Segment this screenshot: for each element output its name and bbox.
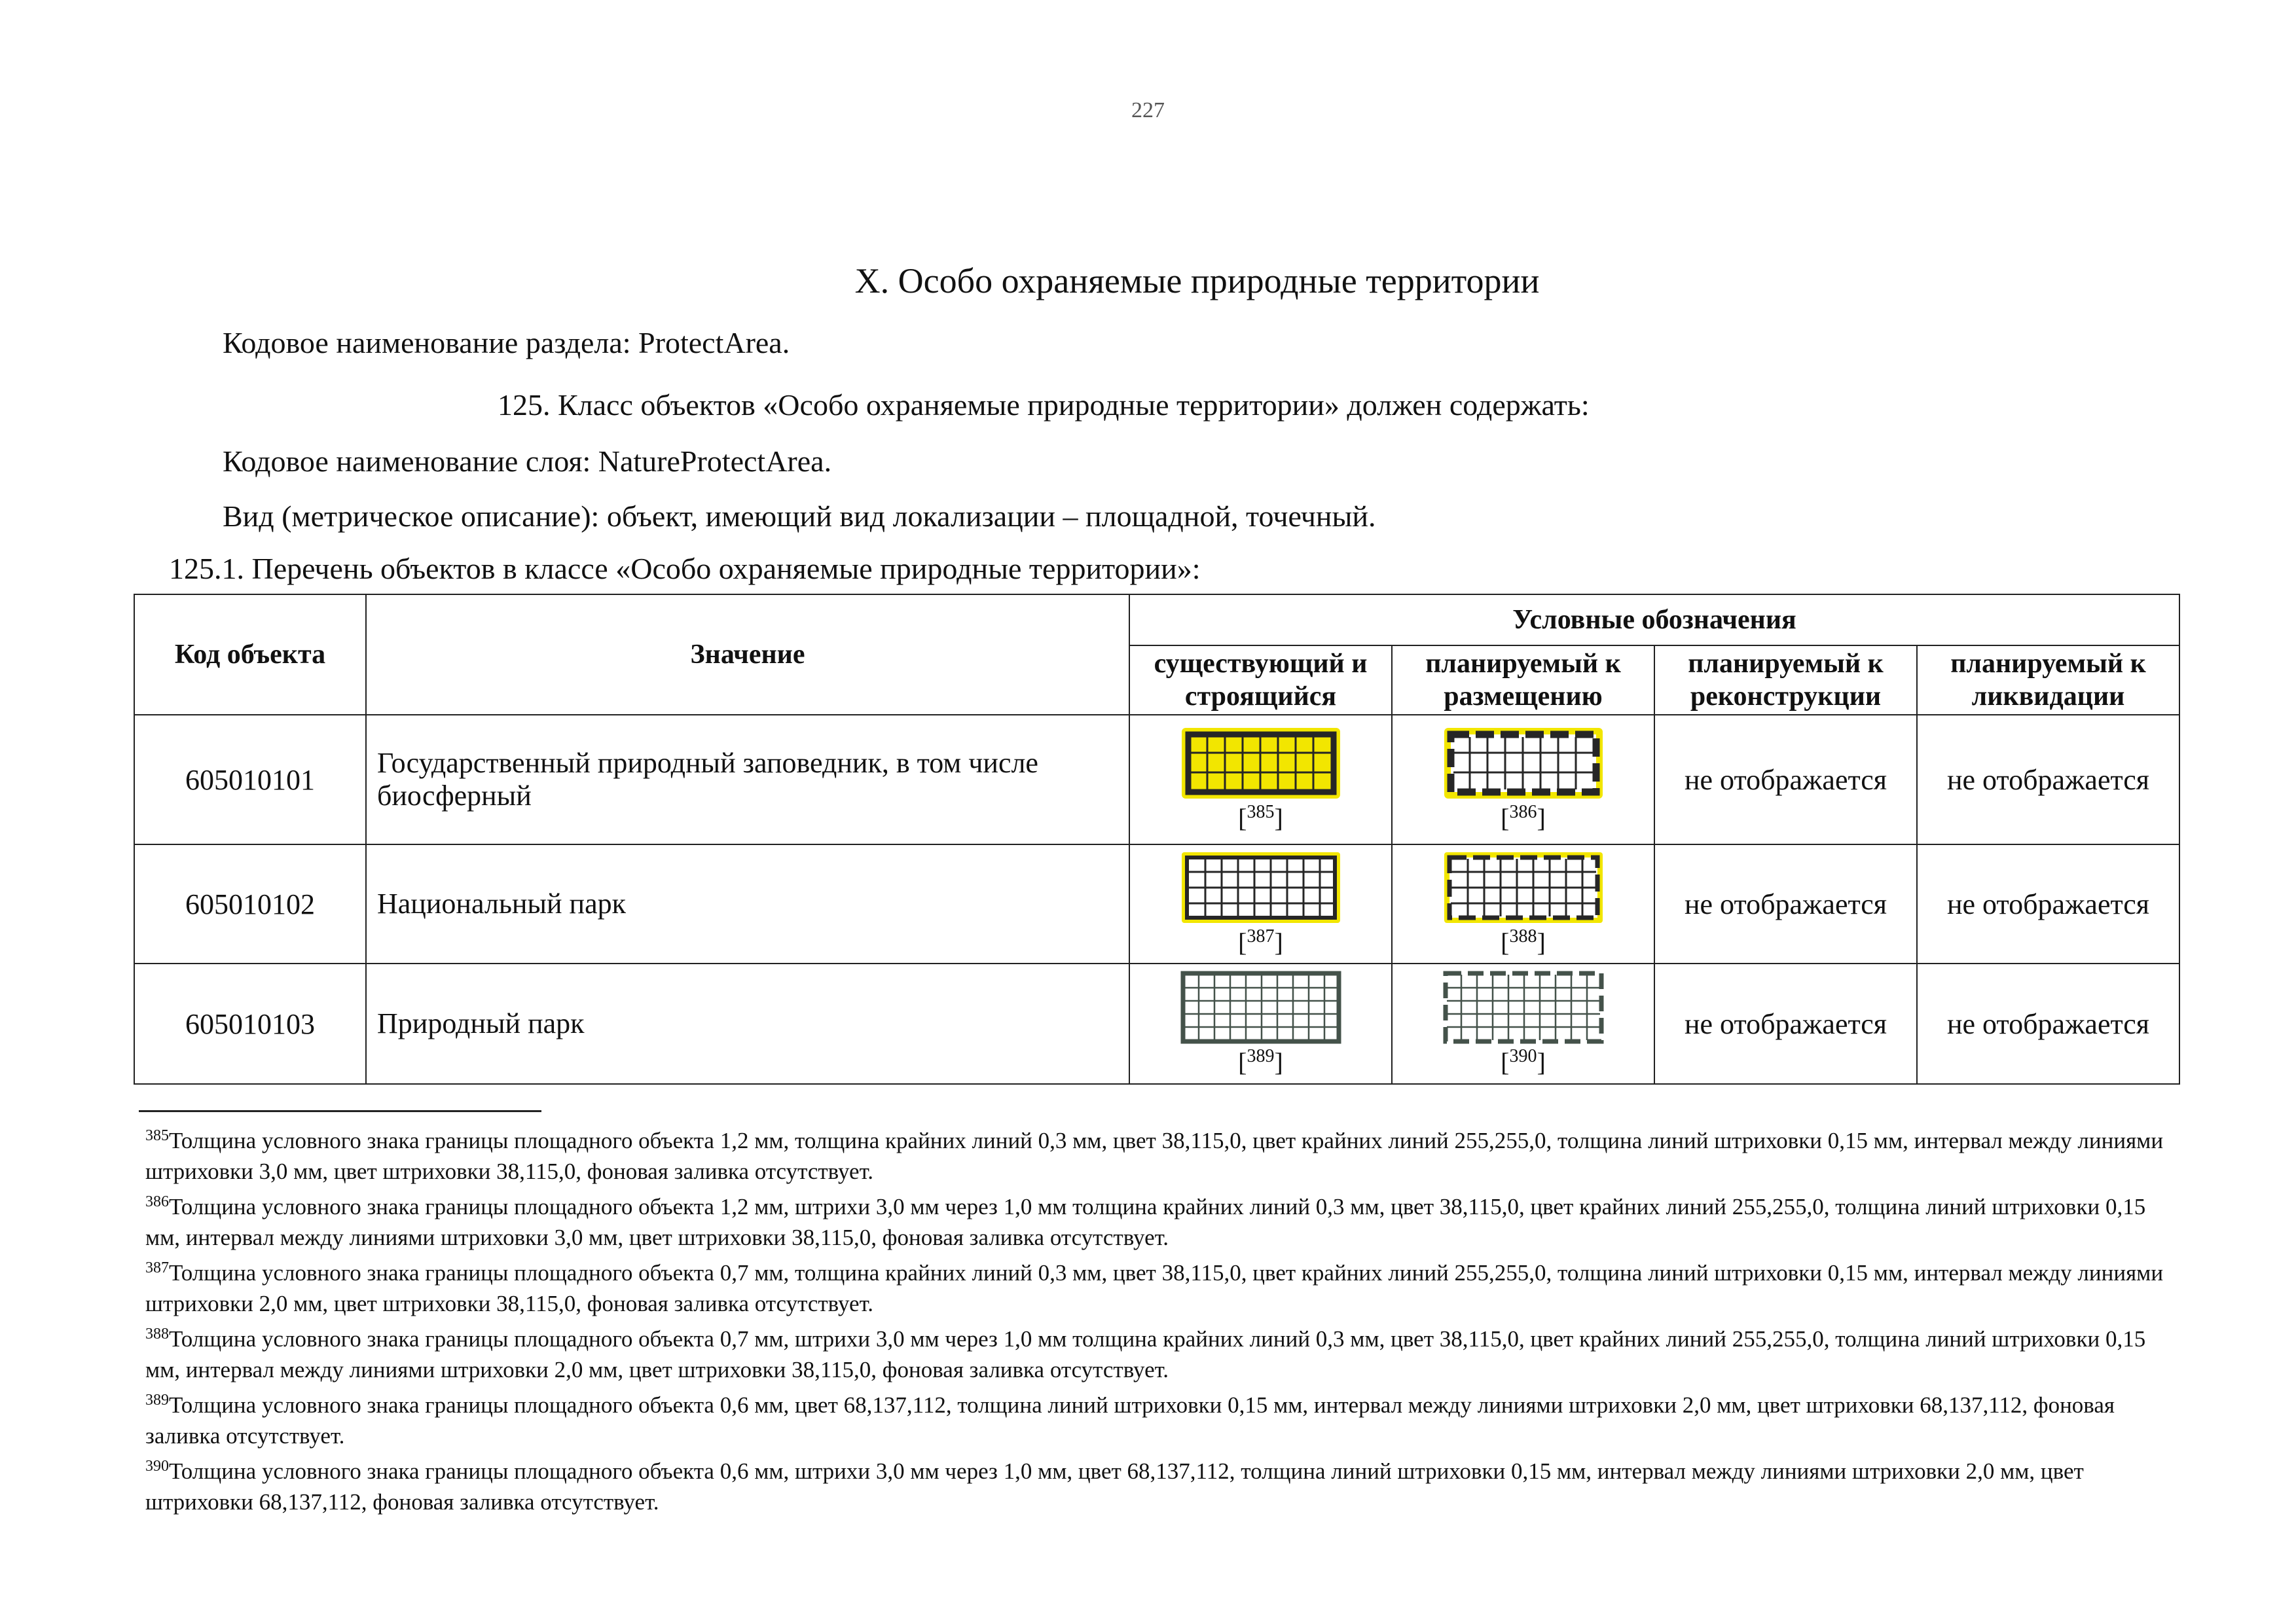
- footnote-ref: [$^{390}$]: [1501, 1046, 1546, 1077]
- header-planned-placement: планируемый к размещению: [1392, 645, 1654, 715]
- list-heading-paragraph: 125.1. Перечень объектов в классе «Особо охраняемые природные территории»:: [169, 552, 1201, 585]
- reconstruction-value: не отображается: [1654, 844, 1917, 964]
- footnote-ref: [$^{387}$]: [1238, 926, 1283, 957]
- footnote-ref: [$^{388}$]: [1501, 926, 1546, 957]
- symbol-existing-cell: [1129, 715, 1392, 844]
- object-meaning: Государственный природный заповедник, в том числе биосферный: [366, 715, 1129, 844]
- section-title: X. Особо охраняемые природные территории: [854, 261, 1540, 300]
- table-row: [134, 844, 2179, 964]
- header-meaning: Значение: [366, 594, 1129, 715]
- footnote: $^{385}$Толщина условного знака границы площадного объекта 1,2 мм, толщина крайних линий 0,3 мм, цвет 38,115,0, цвет крайних линий 255,255,0, толщина линий штриховки 0,15 мм, интервал между линиями штриховки 3,0 мм, цвет штриховки 38,115,0, фоновая заливка отсутствует.: [145, 1127, 2164, 1184]
- footnote: $^{388}$Толщина условного знака границы площадного объекта 0,7 мм, штрихи 3,0 мм через 1,0 мм толщина крайних линий 0,3 мм, цвет 38,115,0, цвет крайних линий 255,255,0, толщина линий штриховки 0,15 мм, интервал между линиями штриховки 2,0 мм, цвет штриховки 38,115,0, фоновая заливка отсутствует.: [145, 1326, 2146, 1382]
- nature-park-existing-symbol: [1179, 969, 1343, 1045]
- layer-code-paragraph: Кодовое наименование слоя: NatureProtectArea.: [223, 444, 832, 478]
- header-planned-reconstruction: планируемый к реконструкции: [1654, 645, 1917, 715]
- footnote-separator: [139, 1110, 541, 1112]
- section-code-paragraph: Кодовое наименование раздела: ProtectArea.: [223, 326, 790, 359]
- object-code: 605010101: [134, 715, 366, 844]
- footnote-ref: [$^{386}$]: [1501, 802, 1546, 833]
- table-row: [134, 964, 2179, 1084]
- objects-table: [134, 594, 2180, 1085]
- symbol-planned-cell: [1392, 844, 1654, 964]
- footnotes: [145, 1121, 2175, 1517]
- class-heading-paragraph: 125. Класс объектов «Особо охраняемые природные территории» должен содержать:: [498, 388, 1590, 422]
- object-meaning: Природный парк: [366, 964, 1129, 1084]
- header-planned-liquidation: планируемый к ликвидации: [1917, 645, 2179, 715]
- page-number: 227: [1131, 98, 1165, 122]
- metric-description-paragraph: Вид (метрическое описание): объект, имеющий вид локализации – площадной, точечный.: [223, 499, 1376, 533]
- reconstruction-value: не отображается: [1654, 964, 1917, 1084]
- header-symbols: Условные обозначения: [1129, 594, 2179, 645]
- reconstruction-value: не отображается: [1654, 715, 1917, 844]
- footnote-ref: [$^{385}$]: [1238, 802, 1283, 833]
- footnote-ref: [$^{389}$]: [1238, 1046, 1283, 1077]
- symbol-planned-cell: [1392, 964, 1654, 1084]
- table-row: [134, 715, 2179, 844]
- symbol-existing-cell: [1129, 964, 1392, 1084]
- footnote: $^{387}$Толщина условного знака границы площадного объекта 0,7 мм, толщина крайних линий 0,3 мм, цвет 38,115,0, цвет крайних линий 255,255,0, толщина линий штриховки 0,15 мм, интервал между линиями штриховки 2,0 мм, цвет штриховки 38,115,0, фоновая заливка отсутствует.: [145, 1259, 2164, 1316]
- object-meaning: Национальный парк: [366, 844, 1129, 964]
- footnote: $^{390}$Толщина условного знака границы площадного объекта 0,6 мм, штрихи 3,0 мм через 1,0 мм, цвет 68,137,112, толщина линий штриховки 0,15 мм, интервал между линиями штриховки 2,0 мм, цвет штриховки 68,137,112, фоновая заливка отсутствует.: [145, 1458, 2084, 1515]
- reserve-existing-symbol: [1179, 725, 1343, 801]
- symbol-existing-cell: [1129, 844, 1392, 964]
- object-code: 605010103: [134, 964, 366, 1084]
- liquidation-value: не отображается: [1917, 964, 2179, 1084]
- header-code: Код объекта: [134, 594, 366, 715]
- footnote: $^{389}$Толщина условного знака границы площадного объекта 0,6 мм, цвет 68,137,112, толщина линий штриховки 0,15 мм, интервал между линиями штриховки 2,0 мм, цвет штриховки 68,137,112, фоновая заливка отсутствует.: [145, 1392, 2115, 1449]
- object-code: 605010102: [134, 844, 366, 964]
- header-existing: существующий и строящийся: [1129, 645, 1392, 715]
- nature-park-planned-symbol: [1442, 969, 1605, 1045]
- footnote: $^{386}$Толщина условного знака границы площадного объекта 1,2 мм, штрихи 3,0 мм через 1,0 мм толщина крайних линий 0,3 мм, цвет 38,115,0, цвет крайних линий 255,255,0, толщина линий штриховки 0,15 мм, интервал между линиями штриховки 3,0 мм, цвет штриховки 38,115,0, фоновая заливка отсутствует.: [145, 1193, 2146, 1250]
- liquidation-value: не отображается: [1917, 715, 2179, 844]
- symbol-planned-cell: [1392, 715, 1654, 844]
- national-park-existing-symbol: [1179, 850, 1343, 926]
- reserve-planned-symbol: [1442, 725, 1605, 801]
- liquidation-value: не отображается: [1917, 844, 2179, 964]
- national-park-planned-symbol: [1442, 850, 1605, 926]
